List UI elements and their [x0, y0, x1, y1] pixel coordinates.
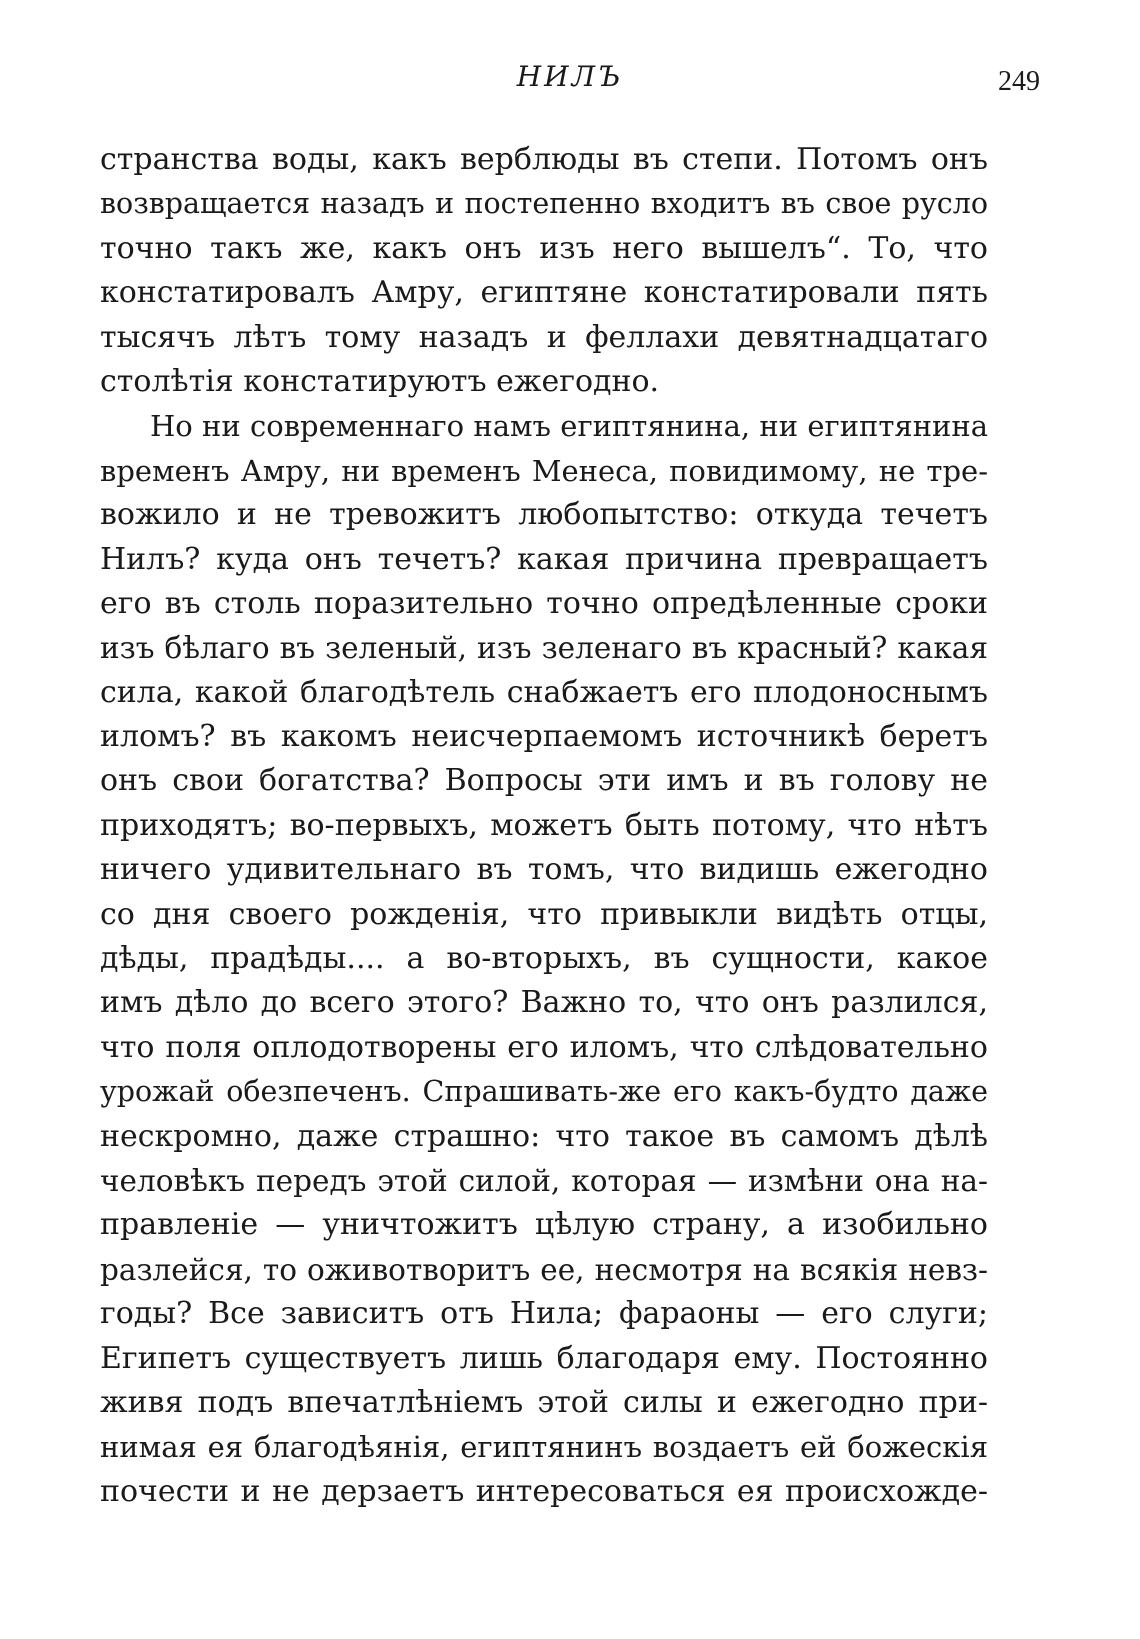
text-line: точно такъ же, какъ онъ изъ него вышелъ“. То, что [100, 230, 988, 266]
text-line: странства воды, какъ верблюды въ степи. Потомъ онъ [100, 142, 988, 177]
body-text [100, 138, 988, 1514]
text-line: что поля оплодотворены его иломъ, что слѣдовательно [100, 1029, 988, 1065]
text-line: правленіе — уничтожитъ цѣлую страну, а изобильно [100, 1207, 988, 1243]
text-line: тысячъ лѣтъ тому назадъ и феллахи девятнадцатаго [100, 319, 988, 355]
paragraph-start-line: Но ни современнаго намъ египтянина, ни египтянина [150, 409, 988, 444]
text-line: констатировалъ Амру, египтяне констатировали пять [100, 275, 988, 311]
text-line: нимая ея благодѣянія, египтянинъ воздаетъ ей божескія [100, 1430, 988, 1465]
text-line: почести и не дерзаетъ интересоваться ея происхожде- [100, 1473, 988, 1509]
page-number: 249 [998, 66, 1040, 97]
text-line: разлейся, то оживотворитъ ее, несмотря на всякія невз- [100, 1252, 988, 1287]
text-line: ничего удивительнаго въ томъ, что видишь ежегодно [100, 852, 988, 888]
text-line: столѣтія констатируютъ ежегодно. [100, 363, 660, 399]
text-line: временъ Амру, ни временъ Менеса, повидимому, не тре- [100, 453, 988, 488]
text-line: живя подъ впечатлѣніемъ этой силы и ежегодно при- [100, 1384, 988, 1420]
text-line: имъ дѣло до всего этого? Важно то, что онъ разлился, [100, 985, 988, 1021]
text-line: человѣкъ передъ этой силой, которая — измѣни она на- [100, 1163, 988, 1198]
text-line: изъ бѣлаго въ зеленый, изъ зеленаго въ красный? какая [100, 631, 988, 666]
running-title: НИЛЪ [516, 60, 624, 93]
text-line: онъ свои богатства? Вопросы эти имъ и въ голову не [100, 763, 988, 799]
text-line: со дня своего рожденія, что привыкли видѣть отцы, [100, 896, 988, 932]
text-line: возвращается назадъ и постепенно входитъ въ свое русло [100, 187, 988, 221]
text-line: приходятъ; во-первыхъ, можетъ быть потому, что нѣтъ [100, 807, 988, 843]
text-line: нескромно, даже страшно: что такое въ самомъ дѣлѣ [100, 1118, 988, 1154]
text-line: иломъ? въ какомъ неисчерпаемомъ источникѣ беретъ [100, 719, 988, 755]
text-line: дѣды, прадѣды.... а во-вторыхъ, въ сущности, какое [100, 941, 988, 977]
text-line: годы? Все зависитъ отъ Нила; фараоны — его слуги; [100, 1296, 988, 1332]
text-line: Египетъ существуетъ лишь благодаря ему. Постоянно [100, 1340, 988, 1376]
text-line: урожай обезпеченъ. Спрашивать-же его какъ-будто даже [100, 1075, 988, 1109]
text-line: его въ столь поразительно точно опредѣленные сроки [100, 585, 988, 621]
text-line: сила, какой благодѣтель снабжаетъ его плодоноснымъ [100, 674, 988, 710]
text-line: Нилъ? куда онъ течетъ? какая причина превращаетъ [100, 541, 988, 577]
text-line: вожило и не тревожитъ любопытство: откуда течетъ [100, 497, 988, 533]
